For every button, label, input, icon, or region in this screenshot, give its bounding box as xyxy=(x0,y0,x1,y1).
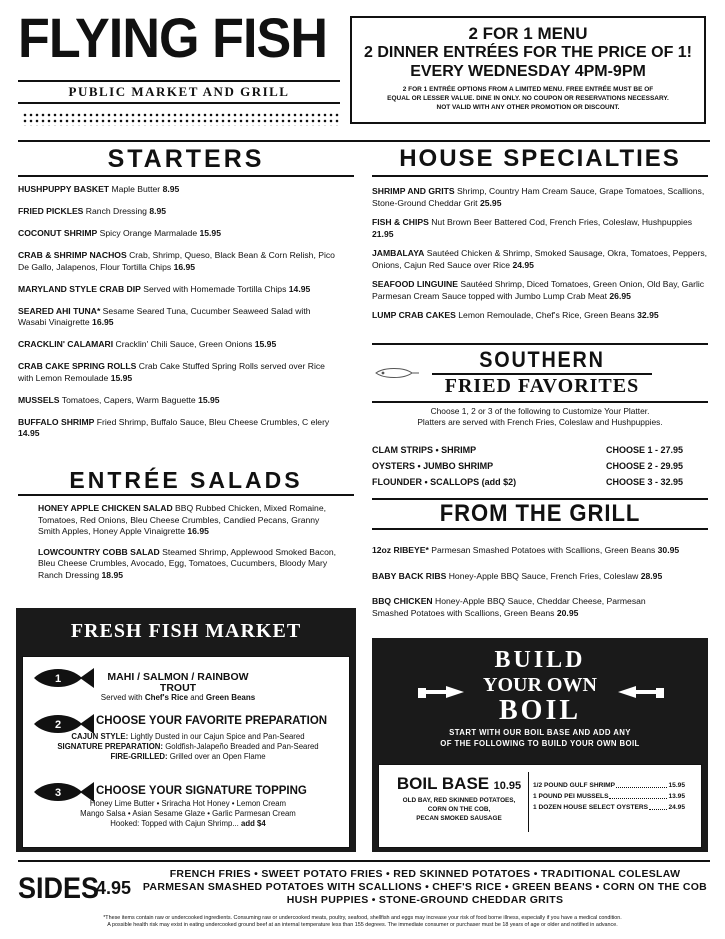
footnote-line1: *These items contain raw or undercooked ingredients. Consuming raw or undercooked meats, poultry, seafood, shellfish and eggs may increase your risk of food borne illness, especially if you have a medical condition. xyxy=(103,915,622,921)
southern-title-block xyxy=(432,348,652,372)
boil-base-desc2: CORN ON THE COB, xyxy=(427,806,491,813)
step2-grilled xyxy=(30,752,346,762)
menu-item-price: 28.95 xyxy=(640,570,663,581)
menu-item xyxy=(372,571,682,583)
menu-item-name: HONEY APPLE CHICKEN SALAD xyxy=(38,503,173,513)
fish-market-title: FRESH FISH MARKET xyxy=(70,620,302,642)
menu-item-desc: Crab, Shrimp, Queso, Black Bean & Corn Relish, Pico De Gallo, Jalapenos, Flour Tortilla Chips xyxy=(18,250,335,272)
menu-item-desc: Spicy Orange Marmalade xyxy=(97,228,200,238)
step1-heading: MAHI / SALMON / RAINBOW TROUT xyxy=(107,671,249,694)
menu-item-desc: Sautéed Chicken & Shrimp, Smoked Sausage, Okra, Tomatoes, Peppers, Onions, Cajun Red Sauce over Rice xyxy=(372,248,708,270)
menu-item-desc: Served with Homemade Tortilla Chips xyxy=(140,283,289,294)
menu-item-desc: Honey-Apple BBQ Sauce, French Fries, Coleslaw xyxy=(446,570,641,581)
grilled-label: FIRE-GRILLED: xyxy=(110,752,168,761)
platter-options: OYSTERS • JUMBO SHRIMP xyxy=(372,461,494,471)
menu-item-price: 25.95 xyxy=(479,197,502,208)
step2-options xyxy=(30,732,346,762)
menu-item-price: 16.95 xyxy=(92,317,114,327)
menu-item xyxy=(38,547,338,582)
decorative-dots xyxy=(22,112,340,126)
menu-item-price: 8.95 xyxy=(162,184,180,194)
signature-label: SIGNATURE PREPARATION: xyxy=(57,742,164,751)
brand-title: FLYING FISH xyxy=(18,6,328,69)
boil-title2: YOUR OWN xyxy=(483,674,597,696)
step1-sub-mid: and xyxy=(188,693,206,702)
starters-rule xyxy=(18,175,354,177)
southern-rows xyxy=(372,442,698,490)
menu-item-name: LUMP CRAB CAKES xyxy=(372,310,456,320)
menu-item-price: 15.95 xyxy=(199,228,221,238)
menu-item xyxy=(372,248,708,271)
menu-item-name: CRACKLIN' CALAMARI xyxy=(18,339,114,349)
sides-divider xyxy=(18,860,710,862)
specialties-title: HOUSE SPECIALTIES xyxy=(399,145,681,172)
promo-box xyxy=(350,16,706,124)
menu-item-name: FRIED PICKLES xyxy=(18,206,84,216)
southern-intro2: Platters are served with French Fries, Coleslaw and Hushpuppies. xyxy=(417,417,663,427)
sides-line3: HUSH PUPPIES • STONE-GROUND CHEDDAR GRITS xyxy=(286,894,564,906)
sides-line1: FRENCH FRIES • SWEET POTATO FRIES • RED SKINNED POTATOES • TRADITIONAL COLESLAW xyxy=(169,868,681,880)
menu-item-price: 32.95 xyxy=(637,310,659,320)
fish-step-3 xyxy=(96,786,336,797)
menu-item-desc: BBQ Rubbed Chicken, Mixed Romaine, Tomatoes, Red Onions, Bleu Cheese Crumbles, Candied Pecans, Granny Smith Apples, Honey Apple Vinaigrette xyxy=(38,503,326,536)
menu-item-price: 21.95 xyxy=(372,228,394,239)
boil-addon-price: 15.95 xyxy=(668,782,685,789)
menu-item-desc: Cracklin' Chili Sauce, Green Onions xyxy=(113,339,255,349)
menu-item-price: 30.95 xyxy=(657,545,680,555)
boil-base-desc1: OLD BAY, RED SKINNED POTATOES, xyxy=(402,797,516,804)
menu-item xyxy=(372,596,682,619)
leader-dots xyxy=(616,780,667,788)
step1-sub xyxy=(98,693,258,704)
cajun-desc: Lightly Dusted in our Cajun Spice and Pan-Seared xyxy=(128,732,305,741)
topping-line1: Honey Lime Butter • Sriracha Hot Honey • Lemon Cream xyxy=(89,799,287,808)
menu-item-desc: Maple Butter xyxy=(109,184,163,194)
topping-line3 xyxy=(30,819,346,829)
promo-line3: EVERY WEDNESDAY 4PM-9PM xyxy=(410,63,646,80)
step2-heading: CHOOSE YOUR FAVORITE PREPARATION xyxy=(96,715,328,727)
boil-addon-row xyxy=(533,780,685,791)
menu-item-name: MARYLAND STYLE CRAB DIP xyxy=(18,283,141,294)
southern-title1: SOUTHERN xyxy=(479,347,605,372)
menu-item-name: COCONUT SHRIMP xyxy=(18,228,98,238)
grill-section xyxy=(372,498,708,530)
specialties-section xyxy=(372,144,708,177)
promo-fine1: 2 FOR 1 ENTRÉE OPTIONS FROM A LIMITED MENU. FREE ENTRÉE MUST BE OF xyxy=(402,86,654,93)
step-number-1: 1 xyxy=(54,673,62,685)
menu-item-price: 8.95 xyxy=(149,206,167,216)
menu-item-desc: Parmesan Smashed Potatoes with Scallions, Green Beans xyxy=(428,545,658,555)
promo-fine3: NOT VALID WITH ANY OTHER PROMOTION OR DISCOUNT. xyxy=(436,104,620,111)
promo-fine2: EQUAL OR LESSER VALUE. DINE IN ONLY. NO COUPON OR RESERVATIONS NECESSARY. xyxy=(387,95,669,102)
boil-addon-price: 24.95 xyxy=(668,804,685,811)
menu-item-name: HUSHPUPPY BASKET xyxy=(18,184,110,194)
menu-item xyxy=(372,545,682,557)
southern-intro1: Choose 1, 2 or 3 of the following to Customize Your Platter. xyxy=(430,406,650,416)
menu-item-name: 12oz RIBEYE* xyxy=(372,545,429,555)
step2-cajun xyxy=(30,732,346,742)
boil-base-price: 10.95 xyxy=(493,780,522,792)
boil-base-desc xyxy=(394,796,524,823)
grill-bottom-rule xyxy=(372,528,708,530)
menu-item xyxy=(38,503,338,538)
southern-bottom-rule xyxy=(372,401,708,403)
boil-divider xyxy=(528,772,529,832)
specialties-rule xyxy=(372,175,708,177)
step-number-2: 2 xyxy=(54,719,62,731)
menu-item-name: SHRIMP AND GRITS xyxy=(372,186,455,196)
menu-item-desc: Fried Shrimp, Buffalo Sauce, Bleu Cheese Crumbles, C elery xyxy=(94,416,330,427)
menu-item xyxy=(18,306,336,329)
menu-item-desc: Honey-Apple BBQ Sauce, Cheddar Cheese, Parmesan Smashed Potatoes with Scallions, Green Beans xyxy=(372,596,646,618)
boil-addon-name: 1 POUND PEI MUSSELS xyxy=(533,793,609,800)
menu-item-name: MUSSELS xyxy=(18,394,60,405)
brand-subtitle: PUBLIC MARKET AND GRILL xyxy=(18,80,340,104)
menu-item-desc: Crab Cake Stuffed Spring Rolls served over Rice with Lemon Remoulade xyxy=(18,361,325,383)
sides-title: SIDES xyxy=(18,872,100,905)
menu-item-name: LOWCOUNTRY COBB SALAD xyxy=(38,546,160,557)
starters-section xyxy=(18,144,354,177)
menu-item-desc: Nut Brown Beer Battered Cod, French Fries, Coleslaw, Hushpuppies xyxy=(428,217,693,227)
footnote-line2: A possible health risk may exist in eating undercooked ground beef at an internal temperature less than 155 degrees. The immediate consumer or purchaser must be 18 years of age or older and notified in advance. xyxy=(107,922,618,928)
boil-intro1: START WITH OUR BOIL BASE AND ADD ANY xyxy=(449,728,631,737)
menu-item-price: 24.95 xyxy=(512,259,534,270)
step3-heading: CHOOSE YOUR SIGNATURE TOPPING xyxy=(96,785,307,797)
menu-item-desc: Ranch Dressing xyxy=(83,206,150,216)
menu-item-price: 26.95 xyxy=(609,290,631,301)
menu-item xyxy=(372,217,708,240)
menu-item xyxy=(372,310,708,322)
boil-addon-row xyxy=(533,791,685,802)
footnote xyxy=(10,915,715,929)
boil-base-heading xyxy=(394,774,524,794)
menu-item-desc: Sesame Seared Tuna, Cucumber Seaweed Salad with Wasabi Vinaigrette xyxy=(18,305,311,327)
menu-item-name: SEAFOOD LINGUINE xyxy=(372,279,458,289)
menu-item xyxy=(372,279,708,302)
boil-addon-row xyxy=(533,802,685,813)
menu-item-price: 20.95 xyxy=(556,607,579,618)
menu-item-desc: Tomatoes, Capers, Warm Baguette xyxy=(59,394,199,405)
menu-item xyxy=(18,284,336,296)
menu-item-price: 16.95 xyxy=(173,261,196,272)
southern-title2: FRIED FAVORITES xyxy=(444,375,640,397)
promo-fine-print xyxy=(352,85,704,112)
grill-list xyxy=(372,545,682,633)
salads-section xyxy=(18,466,354,496)
boil-base-desc3: PECAN SMOKED SAUSAGE xyxy=(416,815,502,822)
boil-title3: BOIL xyxy=(498,695,582,726)
salads-title: ENTRÉE SALADS xyxy=(69,467,303,493)
topping-hooked-price: add $4 xyxy=(241,819,266,828)
menu-item xyxy=(18,417,336,440)
starters-list xyxy=(18,184,336,450)
leader-dots xyxy=(609,791,667,799)
southern-intro xyxy=(372,406,708,428)
step1-sub-rice: Chef's Rice xyxy=(144,693,189,702)
fishing-lure-icon xyxy=(374,366,420,380)
menu-item-desc: Lemon Remoulade, Chef's Rice, Green Beans xyxy=(455,310,638,320)
menu-item-name: BUFFALO SHRIMP xyxy=(18,416,95,427)
menu-item-name: BABY BACK RIBS xyxy=(372,570,447,581)
menu-item xyxy=(18,184,336,196)
boil-intro xyxy=(372,727,708,749)
topping-hooked: Hooked: Topped with Cajun Shrimp... xyxy=(110,819,242,828)
menu-item-name: CRAB CAKE SPRING ROLLS xyxy=(18,361,137,371)
fish-step-2 xyxy=(96,716,336,727)
boil-title1: BUILD xyxy=(494,647,586,673)
step2-signature xyxy=(30,742,346,752)
platter-row xyxy=(372,474,698,490)
platter-price: CHOOSE 3 - 32.95 xyxy=(606,477,684,487)
platter-row xyxy=(372,442,698,458)
platter-price: CHOOSE 2 - 29.95 xyxy=(606,461,684,471)
grill-title: FROM THE GRILL xyxy=(439,500,641,527)
menu-item-price: 14.95 xyxy=(18,428,40,438)
grilled-desc: Grilled over an Open Flame xyxy=(167,752,266,761)
step3-options xyxy=(30,799,346,829)
menu-item-name: JAMBALAYA xyxy=(372,248,425,258)
menu-item-desc: Shrimp, Country Ham Cream Sauce, Grape Tomatoes, Scallions, Stone-Ground Cheddar Grit xyxy=(372,186,705,208)
platter-price: CHOOSE 1 - 27.95 xyxy=(606,445,684,455)
specialties-list xyxy=(372,186,708,330)
menu-item-price: 14.95 xyxy=(288,283,311,294)
platter-row xyxy=(372,458,698,474)
step-number-3: 3 xyxy=(54,787,62,799)
menu-item xyxy=(372,186,708,209)
menu-item-desc: Sautéed Shrimp, Diced Tomatoes, Green Onion, Old Bay, Garlic Parmesan Cream Sauce topped with Jumbo Lump Crab Meat xyxy=(372,279,705,301)
boil-intro2: OF THE FOLLOWING TO BUILD YOUR OWN BOIL xyxy=(440,739,640,748)
platter-options: FLOUNDER • SCALLOPS (add $2) xyxy=(372,477,517,487)
menu-item-price: 15.95 xyxy=(110,372,133,383)
step1-sub-pre: Served with xyxy=(100,693,145,702)
boil-base xyxy=(394,774,524,823)
fish-step-1 xyxy=(98,672,258,704)
menu-item-price: 16.95 xyxy=(187,526,209,536)
menu-item-price: 15.95 xyxy=(198,394,220,405)
sides-price: 4.95 xyxy=(96,878,132,898)
leader-dots xyxy=(649,802,667,810)
step1-sub-beans: Green Beans xyxy=(205,693,256,702)
platter-options: CLAM STRIPS • SHRIMP xyxy=(372,445,477,455)
menu-item xyxy=(18,339,336,351)
cajun-label: CAJUN STYLE: xyxy=(71,732,129,741)
southern-top-rule xyxy=(372,343,708,345)
sides-line2: PARMESAN SMASHED POTATOES WITH SCALLIONS • CHEF'S RICE • GREEN BEANS • CORN ON THE COB xyxy=(142,881,708,893)
fish-icon xyxy=(32,664,96,692)
promo-line1: 2 FOR 1 MENU xyxy=(468,24,588,43)
boil-addon-name: 1/2 POUND GULF SHRIMP xyxy=(533,782,616,789)
menu-item-price: 18.95 xyxy=(101,569,124,580)
menu-item xyxy=(18,361,336,384)
starters-title: STARTERS xyxy=(107,145,265,173)
sides-list xyxy=(140,868,710,907)
menu-item-price: 15.95 xyxy=(254,339,277,349)
boil-addons xyxy=(533,780,685,813)
salads-rule xyxy=(18,494,354,496)
menu-item-name: FISH & CHIPS xyxy=(372,217,429,227)
signature-desc: Goldfish-Jalapeño Breaded and Pan-Seared xyxy=(163,742,319,751)
menu-item-desc: Steamed Shrimp, Applewood Smoked Bacon, Bleu Cheese Crumbles, Avocado, Egg, Tomatoes, Cucumbers, Bloody Mary Ranch Dressing xyxy=(38,546,337,580)
boil-base-label: BOIL BASE xyxy=(396,774,490,793)
menu-item xyxy=(18,228,336,240)
header-divider xyxy=(18,140,710,142)
menu-item xyxy=(18,206,336,218)
boil-addon-price: 13.95 xyxy=(668,793,685,800)
menu-item-name: SEARED AHI TUNA* xyxy=(18,305,101,316)
salads-list xyxy=(38,503,338,590)
topping-line2: Mango Salsa • Asian Sesame Glaze • Garlic Parmesan Cream xyxy=(80,809,296,818)
promo-line2: 2 DINNER ENTRÉES FOR THE PRICE OF 1! xyxy=(363,44,693,61)
menu-item xyxy=(18,250,336,273)
menu-item-name: CRAB & SHRIMP NACHOS xyxy=(18,250,127,260)
boil-addon-name: 1 DOZEN HOUSE SELECT OYSTERS xyxy=(533,804,649,811)
menu-item xyxy=(18,395,336,407)
menu-item-name: BBQ CHICKEN xyxy=(372,596,433,606)
